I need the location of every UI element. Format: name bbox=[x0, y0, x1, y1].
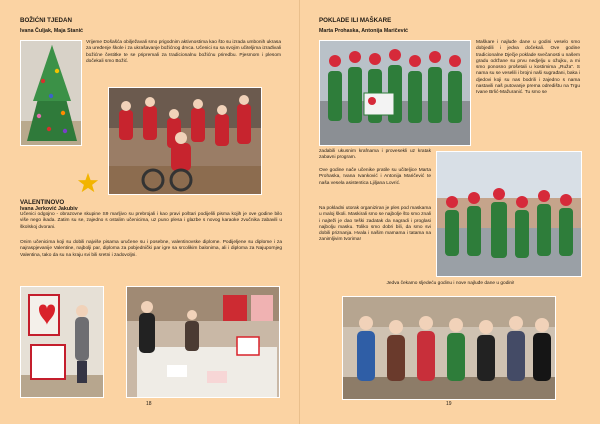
star-icon bbox=[77, 172, 99, 194]
valentine-authors: Ivana Jerković Jakubiv bbox=[20, 206, 78, 212]
carnival-text-a: Maškare i najluđe dane u godini veselo smo dobjedili i jedva dočekali. Ove godine tradicionalne Dječje poklade svečanosti u našem gradu održane su prvu nedjelju u ožujku, a mi smo ponosno prošetali u kostimima „Ruža". S nama su se veselili i brojni naši sugrađani, baka i djedovi koji su nas bodrili i zajedno s nama nastavili naš putovanje prema odredištu na Trgu Ivane Brlić-Mažuranić. Tu smo se bbox=[476, 40, 580, 95]
carnival-text-c: Ove godine nače učenike pratile su učiteljice Marta Prohaska, Ivana Ivanković i Antonija Maričević te naša vesela asistentica Ljiljana Lovrić. bbox=[319, 168, 431, 186]
right-page bbox=[300, 0, 600, 424]
valentine-mailbox-photo bbox=[20, 286, 104, 398]
carnival-street-photo bbox=[436, 151, 582, 277]
valentine-classroom-photo bbox=[126, 286, 280, 398]
valentine-title: VALENTINOVO bbox=[20, 199, 65, 206]
christmas-tree-photo bbox=[20, 40, 82, 146]
carnival-group-photo bbox=[319, 40, 471, 146]
carnival-text-d: Na pokladni utorak organiziran je ples pod maskama u maloj školi. Maskirali smo se najbolje što smo znali i najteži je dao teški zadatak da nagradi i proglasi najbolju masku. Toliko smo dobri bili, da smo svi dobili priznanja. Hvala i našim mamama i tatama na zanimljivim tvorima! bbox=[319, 206, 431, 243]
christmas-authors: Ivana Čuljak, Maja Stanić bbox=[20, 28, 83, 34]
carnival-text-b: zadabili ukusnim krafnama i provesekli uz kratak zabavni program. bbox=[319, 149, 431, 161]
page-number-right: 19 bbox=[446, 401, 452, 407]
carnival-authors: Marta Prohaska, Antonija Maričević bbox=[319, 28, 408, 34]
christmas-text: Vrijeme Došašća obilježavali smo prigodnim aktivnostima kao što su izrada umbonih ukrasa za uređenje škole i za ukrašavanje božićnog drvca. Učenici su sa svojim učiteljima izrađivali božićne čestitke te se pripremali za tradicionalnu božićnu priredbu. Pjesmom i plesom dočekali smo Božić. bbox=[86, 40, 281, 64]
carnival-title: POKLADE ILI MAŠKARE bbox=[319, 17, 392, 24]
valentine-text: Učenici odgojno - obrazovne skupine S9 marljivo su prebrojali i kao pravi poštari podijelili pisma kojih je ove godine bilo više nego ikada. Zatim su se, zajedno s ostalim učenicima, uz puno plesa i glazbe s novog karaoke zvučnika zabavili u školskoj dvorani. bbox=[20, 212, 282, 230]
christmas-performance-photo bbox=[108, 87, 262, 195]
valentine-text-2: Onim učenicima koji su dobili najviše pisama uručene su i posebne, valentinovske diplome. Podijeljene su diplome i za najraspjevanije Valentine, najbolji par, diploma za pobjednički par igre sa srcolikim balonima, ali i diploma za Najupornjeg Valentina, tako da su na kraju svi bili sretni i zadovoljni. bbox=[20, 240, 282, 258]
carnival-closing: Jedva čekamo sljedeću godinu i nove najluđe dane u godini! bbox=[386, 281, 515, 286]
carnival-costume-photo bbox=[342, 296, 556, 400]
christmas-title: BOŽIĆNI TJEDAN bbox=[20, 17, 72, 24]
page-number-left: 18 bbox=[146, 401, 152, 407]
